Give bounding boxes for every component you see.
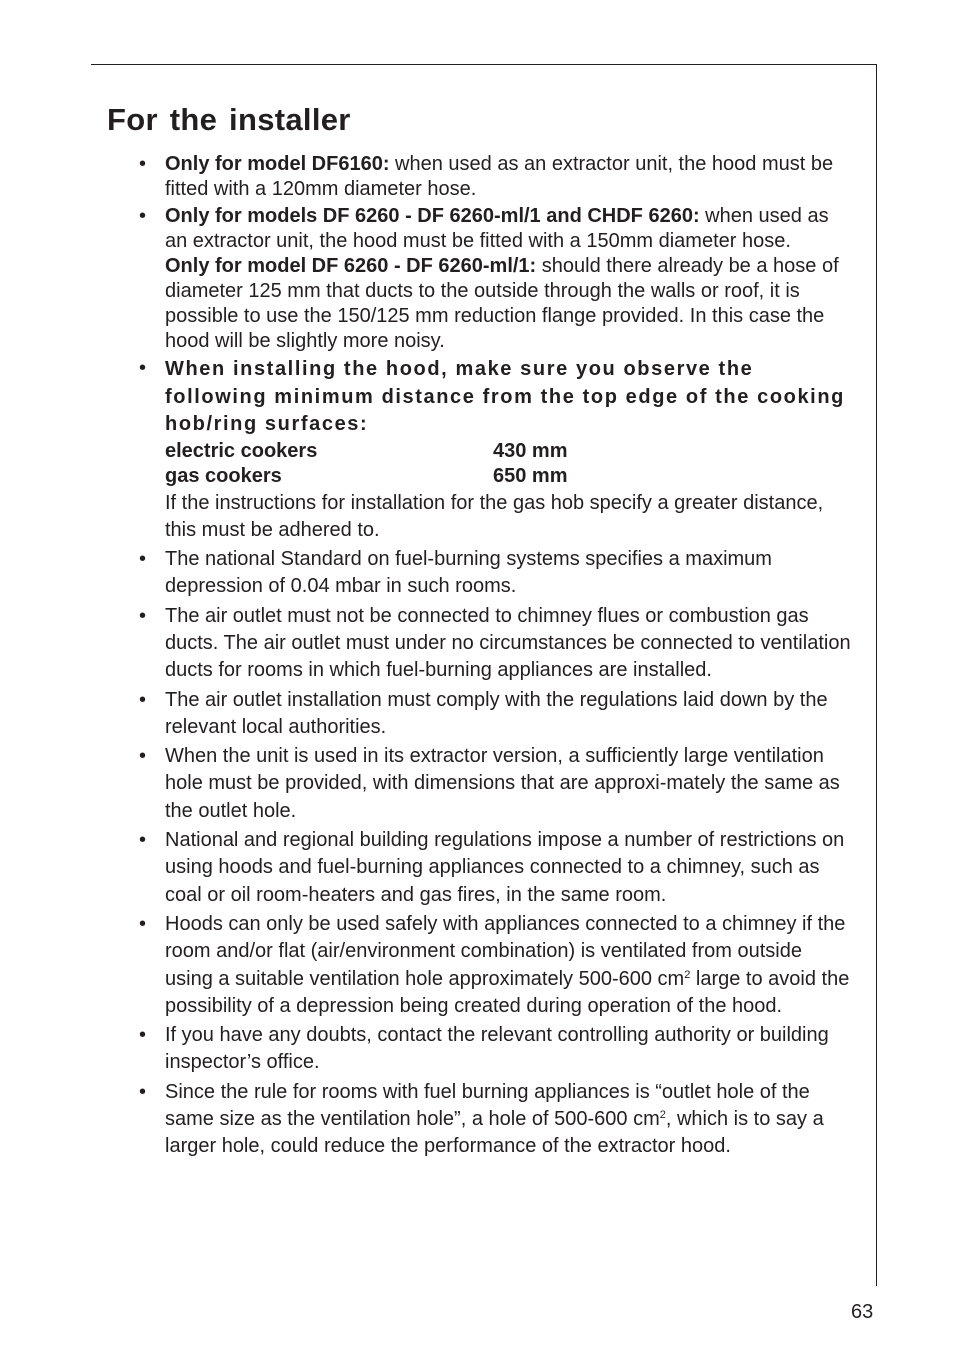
gas-hob-note: If the instructions for installation for the gas hob specify a greater distance, this must be adhered to. <box>165 491 824 541</box>
superscript-2: 2 <box>684 968 691 981</box>
item-text: Since the rule for rooms with fuel burning appliances is “outlet hole of the same size as the ventilation hole”, a hole of 500-600 cm <box>165 1080 810 1131</box>
list-item-hole-size-rule <box>165 1079 855 1161</box>
list-item-doubts: • If you have any doubts, contact the relevant controlling authority or building inspector’s office. <box>165 1022 855 1077</box>
superscript-2: 2 <box>659 1109 666 1122</box>
list-item-df6260 <box>165 204 855 354</box>
item-text: Hoods can only be used safely with appliances connected to a chimney if the room and/or flat (air/environment combination) is ventilated from outside using a suitable ventilation hole approximately 500-600 cm <box>165 912 846 990</box>
item-bold-lead: Only for models DF 6260 - DF 6260-ml/1 and CHDF 6260: <box>165 205 700 227</box>
distance-row-electric <box>165 439 855 465</box>
item-text: when used as an extractor unit, the hood must be fitted with a 120mm diameter hose. <box>165 153 834 200</box>
item-bold-lead: Only for model DF6160: <box>165 153 390 175</box>
distance-row-gas <box>165 464 855 490</box>
item-text: , which is to say a larger hole, could reduce the performance of the extractor hood. <box>165 1108 824 1158</box>
list-item-df6160 <box>165 152 855 202</box>
list-item-building-regulations: • National and regional building regulations impose a number of restrictions on using hoods and fuel-burning appliances connected to a chimney, such as coal or oil room-heaters and gas fires, in the same room. <box>165 827 855 909</box>
right-border-rule <box>876 64 877 1286</box>
page-number: 63 <box>851 1301 874 1323</box>
distance-value: 430 mm <box>493 439 568 462</box>
page-title: For the installer <box>107 102 351 137</box>
list-item-air-outlet-flues: • The air outlet must not be connected to chimney flues or combustion gas ducts. The air outlet must under no circumstances be connected to ventilation ducts for rooms in which fuel-burning appliances are installed. <box>165 603 855 685</box>
item-text: when used as an extractor unit, the hood must be fitted with a 150mm diameter hose. <box>165 205 829 252</box>
distance-label: gas cookers <box>165 465 282 487</box>
item-sub-bold-lead: Only for model DF 6260 - DF 6260-ml/1: <box>165 255 537 277</box>
minimum-distance-heading: • When installing the hood, make sure you observe the following minimum distance from the top edge of the cooking hob/ring surfaces: <box>165 358 845 435</box>
list-item-minimum-distance <box>165 356 855 544</box>
installer-instructions-list <box>165 152 855 1163</box>
list-item-ventilation-hole: • When the unit is used in its extractor version, a sufficiently large ventilation hole must be provided, with dimensions that are approxi-mately the same as the outlet hole. <box>165 743 855 825</box>
list-item-regulations: • The air outlet installation must comply with the regulations laid down by the relevant local authorities. <box>165 687 855 742</box>
distance-label: electric cookers <box>165 439 318 462</box>
top-border-rule <box>91 64 877 65</box>
list-item-depression: • The national Standard on fuel-burning systems specifies a maximum depression of 0.04 mbar in such rooms. <box>165 546 855 601</box>
distance-value: 650 mm <box>493 465 568 487</box>
item-sub-paragraph <box>165 254 855 354</box>
item-text: large to avoid the possibility of a depression being created during operation of the hood. <box>165 967 850 1017</box>
item-sub-text: should there already be a hose of diameter 125 mm that ducts to the outside through the walls or roof, it is possible to use the 150/125 mm reduction flange provided. In this case the hood will be slightly more noisy. <box>165 255 839 352</box>
list-item-safe-use <box>165 911 855 1020</box>
